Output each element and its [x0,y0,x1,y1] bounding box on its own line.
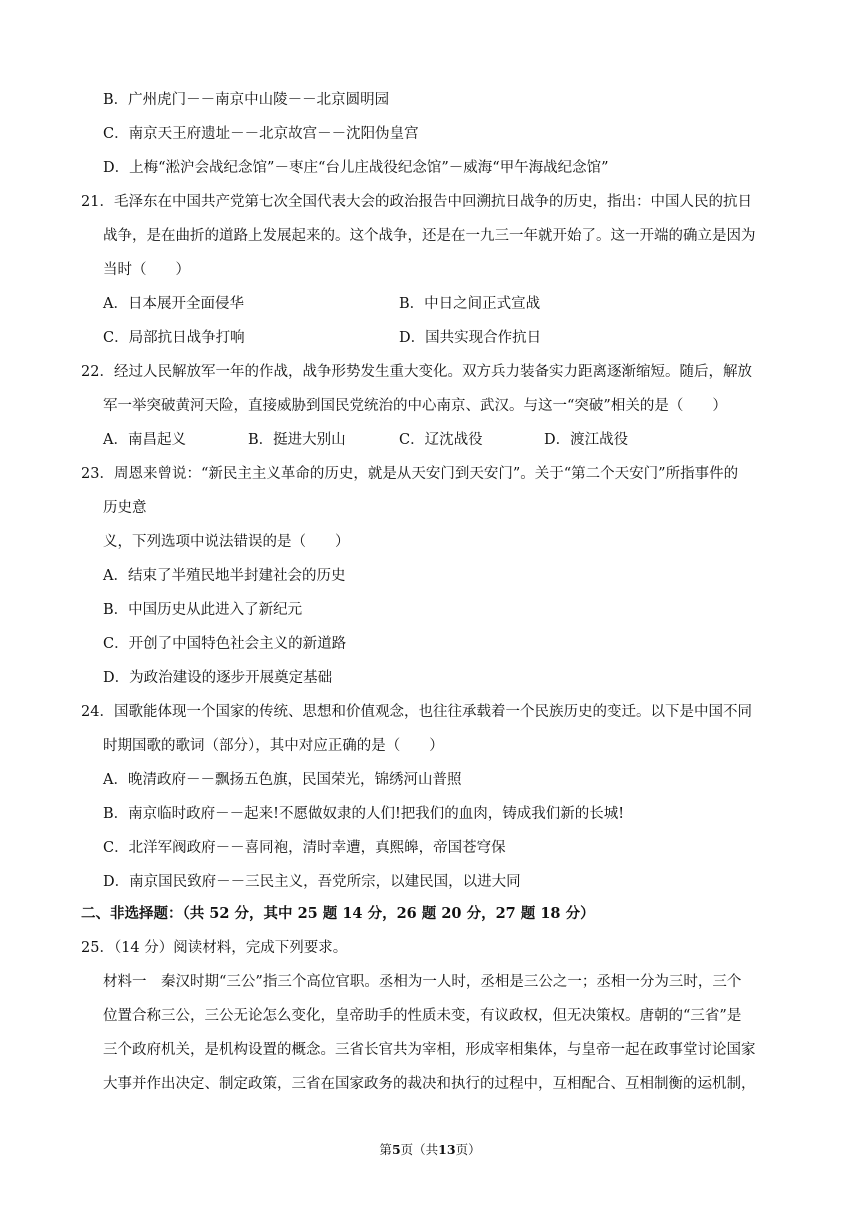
q25-material-line2: 位置合称三公，三公无论怎么变化，皇帝助手的性质未变，有议政权，但无决策权。唐朝的“三省”是 [103,1008,742,1024]
q24-stem-line2: 时期国歌的歌词（部分），其中对应正确的是（ ） [103,738,444,754]
q23-stem-line1: 23．周恩来曾说：“新民主主义革命的历史，就是从天安门到天安门”。关于“第二个天安门”所指事件的 [81,466,739,482]
q24-option-d: D．南京国民致府－－三民主义，吾党所宗，以建民国，以进大同 [103,874,521,890]
q21-stem-line1: 21．毛泽东在中国共产党第七次全国代表大会的政治报告中回溯抗日战争的历史，指出：中国人民的抗日 [81,194,752,210]
q25-material-line4: 大事并作出决定、制定政策，三省在国家政务的裁决和执行的过程中，互相配合、互相制衡的运机制， [103,1076,756,1092]
q21-stem-line3: 当时（ ） [103,262,190,278]
q22-stem-line2: 军一举突破黄河天险，直接威胁到国民党统治的中心南京、武汉。与这一“突破”相关的是（ ） [103,398,727,414]
q25-stem-line1: 25．（14 分）阅读材料，完成下列要求。 [81,940,348,956]
footer-page-number: 5 [391,1142,401,1157]
q24-option-b: B．南京临时政府－－起来!不愿做奴隶的人们!把我们的血肉，铸成我们新的长城! [103,806,625,822]
q23-option-d: D．为政治建设的逐步开展奠定基础 [103,670,333,686]
q23-option-c: C．开创了中国特色社会主义的新道路 [103,636,347,652]
q22-option-c: C．辽沈战役 [399,432,483,448]
q21-option-d: D．国共实现合作抗日 [399,330,542,346]
q20-option-d: D．上梅“淞沪会战纪念馆”－枣庄“台儿庄战役纪念馆”－威海“甲午海战纪念馆” [103,160,609,176]
q22-option-b: B．挺进大别山 [248,432,346,448]
q24-option-a: A．晚清政府－－飘扬五色旗，民国荣光，锦绣河山普照 [103,772,462,788]
q23-option-a: A．结束了半殖民地半封建社会的历史 [103,568,346,584]
q22-stem-line1: 22．经过人民解放军一年的作战，战争形势发生重大变化。双方兵力装备实力距离逐渐缩短。随后，解放 [81,364,752,380]
q22-option-d: D．渡江战役 [544,432,629,448]
footer-mid: 页（共 [400,1142,439,1157]
q21-option-a: A．日本展开全面侵华 [103,296,244,312]
q20-option-b: B．广州虎门－－南京中山陵－－北京圆明园 [103,92,390,108]
footer-total-pages: 13 [438,1142,456,1157]
q21-stem-line2: 战争，是在曲折的道路上发展起来的。这个战争，还是在一九三一年就开始了。这一开端的确立是因为 [103,228,756,244]
q23-stem-line2: 历史意 [103,500,147,516]
page-footer [0,1140,860,1158]
q22-option-a: A．南昌起义 [103,432,186,448]
q21-option-b: B．中日之间正式宣战 [399,296,541,312]
q24-stem-line1: 24．国歌能体现一个国家的传统、思想和价值观念，也往往承载着一个民族历史的变迁。以下是中国不同 [81,704,752,720]
footer-suffix: 页） [455,1142,481,1157]
q25-material-line3: 三个政府机关，是机构设置的概念。三省长官共为宰相，形成宰相集体，与皇帝一起在政事堂讨论国家 [103,1042,756,1058]
footer-prefix: 第 [379,1142,392,1157]
q23-stem-line3: 义，下列选项中说法错误的是（ ） [103,534,350,550]
q23-option-b: B．中国历史从此进入了新纪元 [103,602,303,618]
q20-option-c: C．南京天王府遗址－－北京故宫－－沈阳伪皇宫 [103,126,419,142]
q24-option-c: C．北洋军阀政府－－喜同袍，清时幸遭，真熙皞，帝国苍穹保 [103,840,506,856]
q25-material-line1: 材料一 秦汉时期“三公”指三个高位官职。丞相为一人时，丞相是三公之一；丞相一分为三时，三个 [103,974,742,990]
q21-option-c: C．局部抗日战争打响 [103,330,245,346]
section-heading-non-choice: 二、非选择题：（共 52 分，其中 25 题 14 分，26 题 20 分，27 题 18 分） [81,905,595,922]
